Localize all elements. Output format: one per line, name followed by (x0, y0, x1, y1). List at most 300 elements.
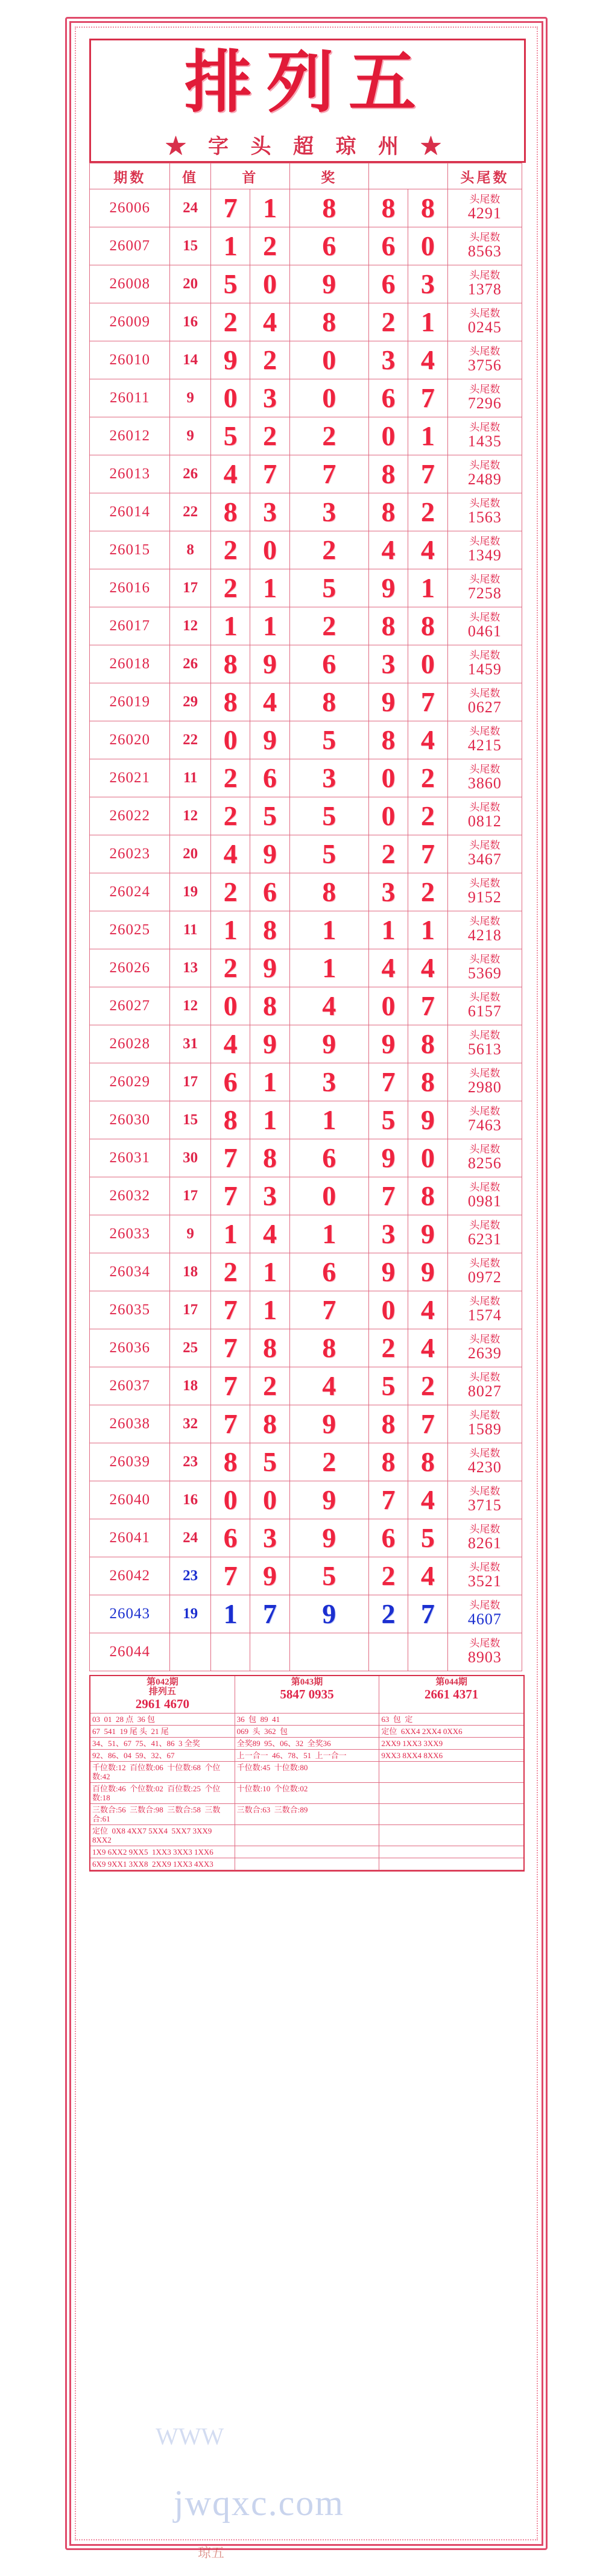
panel-cell-text: 2XX9 1XX3 3XX9 (381, 1739, 443, 1748)
cell-value: 24 (170, 189, 210, 227)
cell-period: 26031 (90, 1139, 170, 1177)
panel-cell-text: 三数合:56 三数合:98 三数合:58 三数合:61 (92, 1805, 221, 1823)
panel-cell (90, 1762, 235, 1782)
tail-label: 头尾数 (469, 764, 501, 776)
cell-period: 26010 (90, 341, 170, 379)
cell-digit: 2 (368, 835, 408, 873)
table-row (90, 1291, 522, 1329)
panel-cell (90, 1714, 235, 1725)
panel-cell (235, 1804, 380, 1824)
cell-digit: 6 (368, 265, 408, 303)
cell-value: 20 (170, 835, 210, 873)
tail-label: 头尾数 (469, 1562, 501, 1574)
cell-digit: 5 (289, 569, 368, 607)
cell-digit: 4 (250, 1215, 289, 1253)
cell-digit: 7 (408, 835, 447, 873)
cell-digit: 4 (368, 949, 408, 987)
cell-digit: 0 (368, 417, 408, 455)
cell-period: 26026 (90, 949, 170, 987)
table-row (90, 1139, 522, 1177)
bottom-panel-head (235, 1676, 380, 1713)
cell-tail (447, 265, 522, 303)
cell-tail (447, 1253, 522, 1291)
panel-cell (235, 1738, 380, 1749)
cell-digit: 7 (210, 1367, 250, 1405)
cell-digit: 8 (210, 1443, 250, 1481)
cell-digit: 5 (289, 797, 368, 835)
panel-cell (379, 1726, 523, 1737)
cell-digit: 2 (210, 303, 250, 341)
header-period: 期数 (90, 163, 170, 189)
header-value: 值 (170, 163, 210, 189)
cell-digit: 1 (250, 1291, 289, 1329)
panel-cell-text: 6X9 9XX1 3XX8 2XX9 1XX3 4XX3 (92, 1859, 213, 1869)
panel-cell (235, 1825, 380, 1846)
title-box (89, 39, 526, 163)
tail-label: 头尾数 (469, 688, 501, 700)
cell-tail (447, 683, 522, 721)
table-row (90, 1481, 522, 1519)
cell-period: 26035 (90, 1291, 170, 1329)
cell-period: 26020 (90, 721, 170, 759)
panel-cell-text: 百位数:46 个位数:02 百位数:25 个位数:18 (92, 1784, 221, 1802)
cell-digit: 0 (289, 1177, 368, 1215)
cell-tail (447, 1139, 522, 1177)
table-row (90, 1519, 522, 1557)
cell-digit: 5 (289, 721, 368, 759)
cell-period: 26018 (90, 645, 170, 683)
cell-digit: 0 (210, 1481, 250, 1519)
cell-digit: 3 (408, 265, 447, 303)
cell-digit: 4 (210, 455, 250, 493)
cell-digit: 9 (368, 683, 408, 721)
cell-digit: 6 (250, 873, 289, 911)
cell-period: 26025 (90, 911, 170, 949)
cell-digit: 3 (368, 645, 408, 683)
cell-value: 24 (170, 1519, 210, 1557)
panel-cell (90, 1726, 235, 1737)
tail-number: 5369 (467, 964, 502, 983)
cell-digit: 7 (210, 1139, 250, 1177)
panel-cell (90, 1783, 235, 1803)
cell-digit: 8 (368, 493, 408, 531)
cell-digit: 9 (368, 569, 408, 607)
cell-value: 15 (170, 227, 210, 265)
panel-cell-text: 03 01 28 点 36 包 (92, 1715, 156, 1724)
panel-cell-text: 34、51、67 75、41、86 3 全奖 (92, 1739, 200, 1748)
cell-digit: 7 (210, 189, 250, 227)
cell-digit: 4 (408, 531, 447, 569)
tail-number: 1459 (467, 660, 502, 679)
cell-digit: 0 (368, 759, 408, 797)
cell-digit: 5 (210, 265, 250, 303)
cell-digit: 8 (368, 721, 408, 759)
cell-digit (210, 1633, 250, 1671)
tail-number: 4215 (467, 736, 502, 755)
cell-digit: 8 (368, 607, 408, 645)
cell-digit: 0 (368, 797, 408, 835)
cell-digit: 7 (289, 455, 368, 493)
panel-cell (90, 1858, 235, 1870)
tail-number: 3715 (467, 1496, 502, 1514)
panel-cell (379, 1858, 523, 1870)
cell-digit: 4 (408, 1557, 447, 1595)
table-row (90, 1215, 522, 1253)
cell-digit: 8 (289, 189, 368, 227)
cell-digit: 7 (368, 1481, 408, 1519)
table-row (90, 569, 522, 607)
cell-digit: 8 (210, 683, 250, 721)
tail-number: 8903 (467, 1648, 502, 1666)
tail-number: 0627 (467, 698, 502, 717)
panel-cell (379, 1750, 523, 1761)
decorative-border (65, 17, 548, 2560)
table-row (90, 455, 522, 493)
sheet-inner (83, 34, 529, 2560)
panel-cell-text: 1X9 6XX2 9XX5 1XX3 3XX3 1XX6 (92, 1847, 213, 1856)
cell-period: 26019 (90, 683, 170, 721)
cell-digit: 6 (289, 645, 368, 683)
tail-number: 1574 (467, 1306, 502, 1324)
cell-value: 12 (170, 607, 210, 645)
tail-label: 头尾数 (469, 1600, 501, 1612)
cell-digit (368, 1633, 408, 1671)
cell-tail (447, 1405, 522, 1443)
cell-value: 17 (170, 1063, 210, 1101)
cell-tail (447, 607, 522, 645)
cell-digit: 5 (250, 1443, 289, 1481)
cell-digit: 2 (250, 417, 289, 455)
cell-digit: 8 (408, 1025, 447, 1063)
tail-label: 头尾数 (469, 1638, 501, 1650)
cell-tail (447, 1329, 522, 1367)
cell-value: 19 (170, 873, 210, 911)
bottom-data-row (90, 1726, 523, 1738)
cell-value: 17 (170, 1291, 210, 1329)
cell-digit: 2 (210, 797, 250, 835)
tail-number: 4291 (467, 204, 502, 223)
cell-digit: 4 (210, 1025, 250, 1063)
cell-digit: 9 (289, 1025, 368, 1063)
cell-digit: 2 (289, 531, 368, 569)
cell-digit: 5 (289, 1557, 368, 1595)
cell-period: 26033 (90, 1215, 170, 1253)
panel-period: 第043期 (291, 1677, 323, 1687)
cell-value: 9 (170, 379, 210, 417)
cell-value: 22 (170, 493, 210, 531)
panel-cell (90, 1738, 235, 1749)
cell-digit: 7 (368, 1063, 408, 1101)
cell-digit: 2 (368, 1595, 408, 1633)
tail-number: 4230 (467, 1458, 502, 1476)
cell-digit: 3 (289, 759, 368, 797)
cell-digit: 4 (250, 303, 289, 341)
cell-digit: 5 (210, 417, 250, 455)
cell-digit: 8 (408, 189, 447, 227)
tail-number: 7296 (467, 394, 502, 413)
panel-cell (235, 1726, 380, 1737)
cell-digit: 9 (289, 1405, 368, 1443)
table-row (90, 1329, 522, 1367)
cell-value: 18 (170, 1367, 210, 1405)
table-row (90, 759, 522, 797)
tail-label: 头尾数 (469, 422, 501, 434)
cell-digit: 0 (210, 987, 250, 1025)
cell-period: 26006 (90, 189, 170, 227)
cell-value (170, 1633, 210, 1671)
tail-number: 1563 (467, 508, 502, 527)
cell-period: 26017 (90, 607, 170, 645)
cell-digit: 9 (250, 721, 289, 759)
tail-label: 头尾数 (469, 574, 501, 586)
panel-cell-text: 63 包 定 (381, 1715, 413, 1724)
cell-period: 26043 (90, 1595, 170, 1633)
cell-digit: 9 (289, 1519, 368, 1557)
cell-digit: 8 (408, 1443, 447, 1481)
cell-digit: 9 (250, 1557, 289, 1595)
cell-digit: 7 (210, 1291, 250, 1329)
tail-label: 头尾数 (469, 1296, 501, 1308)
cell-digit: 9 (368, 1253, 408, 1291)
bottom-data-row (90, 1804, 523, 1825)
cell-tail (447, 189, 522, 227)
watermark-site: jwqxc.com (174, 2483, 344, 2523)
panel-cell (90, 1846, 235, 1858)
cell-period: 26012 (90, 417, 170, 455)
cell-period: 26023 (90, 835, 170, 873)
cell-tail (447, 1557, 522, 1595)
cell-digit: 7 (210, 1405, 250, 1443)
table-row (90, 645, 522, 683)
tail-label: 头尾数 (469, 1410, 501, 1422)
panel-cell (379, 1804, 523, 1824)
cell-digit: 9 (289, 1481, 368, 1519)
cell-digit: 9 (289, 265, 368, 303)
table-row (90, 531, 522, 569)
tail-number: 1589 (467, 1420, 502, 1438)
cell-digit: 3 (289, 493, 368, 531)
cell-digit: 2 (368, 303, 408, 341)
cell-value: 15 (170, 1101, 210, 1139)
panel-cell (379, 1738, 523, 1749)
cell-digit: 1 (408, 911, 447, 949)
tail-number: 8261 (467, 1534, 502, 1552)
cell-digit: 2 (408, 759, 447, 797)
cell-digit: 3 (250, 1519, 289, 1557)
cell-digit: 2 (289, 417, 368, 455)
cell-digit: 0 (368, 1291, 408, 1329)
bottom-data-row (90, 1783, 523, 1804)
cell-digit: 3 (368, 873, 408, 911)
cell-digit: 1 (408, 417, 447, 455)
cell-digit: 1 (250, 607, 289, 645)
cell-tail (447, 987, 522, 1025)
cell-tail (447, 911, 522, 949)
cell-tail (447, 303, 522, 341)
cell-digit: 1 (210, 227, 250, 265)
cell-value: 30 (170, 1139, 210, 1177)
tail-label: 头尾数 (469, 1258, 501, 1270)
table-row (90, 1025, 522, 1063)
bottom-panel-head (90, 1676, 235, 1713)
table-row (90, 379, 522, 417)
cell-digit: 5 (408, 1519, 447, 1557)
cell-period: 26039 (90, 1443, 170, 1481)
tail-number: 2489 (467, 470, 502, 489)
tail-label: 头尾数 (469, 1030, 501, 1042)
tail-number: 3756 (467, 356, 502, 375)
tail-label: 头尾数 (469, 840, 501, 852)
cell-digit: 4 (368, 531, 408, 569)
tail-label: 头尾数 (469, 650, 501, 662)
cell-digit: 8 (289, 683, 368, 721)
tail-number: 1378 (467, 280, 502, 299)
table-row (90, 1253, 522, 1291)
panel-cell-text: 定位 6XX4 2XX4 0XX6 (381, 1727, 463, 1736)
watermark-www: WWW (156, 2423, 224, 2450)
cell-digit: 0 (250, 531, 289, 569)
panel-cell (379, 1714, 523, 1725)
page-title: 排列五 (185, 46, 431, 121)
cell-digit: 1 (408, 303, 447, 341)
cell-value: 17 (170, 569, 210, 607)
cell-period: 26032 (90, 1177, 170, 1215)
bottom-data-row (90, 1846, 523, 1858)
cell-digit: 2 (250, 1367, 289, 1405)
tail-number: 0812 (467, 812, 502, 831)
cell-value: 17 (170, 1177, 210, 1215)
tail-label: 头尾数 (469, 270, 501, 282)
cell-tail (447, 1443, 522, 1481)
cell-tail (447, 1481, 522, 1519)
tail-number: 0245 (467, 318, 502, 337)
table-row (90, 683, 522, 721)
cell-digit: 0 (408, 1139, 447, 1177)
cell-value: 16 (170, 1481, 210, 1519)
cell-digit: 3 (368, 341, 408, 379)
cell-digit: 2 (408, 1367, 447, 1405)
cell-digit: 7 (408, 1595, 447, 1633)
header-prize: 奖 (289, 163, 368, 189)
cell-tail (447, 1595, 522, 1633)
cell-tail (447, 1633, 522, 1671)
panel-numbers: 5847 0935 (280, 1687, 334, 1701)
cell-digit: 6 (289, 1139, 368, 1177)
cell-value: 14 (170, 341, 210, 379)
cell-digit: 1 (289, 911, 368, 949)
cell-value: 12 (170, 797, 210, 835)
cell-digit: 8 (210, 1101, 250, 1139)
tail-label: 头尾数 (469, 460, 501, 472)
tail-label: 头尾数 (469, 232, 501, 244)
cell-digit (250, 1633, 289, 1671)
cell-digit: 9 (289, 1595, 368, 1633)
cell-digit: 1 (250, 1101, 289, 1139)
cell-digit: 8 (250, 987, 289, 1025)
cell-digit: 2 (210, 873, 250, 911)
tail-number: 0972 (467, 1268, 502, 1286)
cell-digit: 7 (408, 987, 447, 1025)
cell-digit: 4 (289, 987, 368, 1025)
page-subtitle: ★ 字 头 超 琼 州 ★ (165, 136, 450, 158)
cell-digit: 8 (368, 1405, 408, 1443)
cell-tail (447, 645, 522, 683)
cell-digit: 4 (408, 1481, 447, 1519)
header-spacer (368, 163, 447, 189)
table-row (90, 873, 522, 911)
cell-tail (447, 417, 522, 455)
tail-label: 头尾数 (469, 346, 501, 358)
panel-cell-text: 三数合:63 三数合:89 (236, 1805, 308, 1814)
cell-digit: 6 (210, 1063, 250, 1101)
cell-digit: 9 (210, 341, 250, 379)
table-row (90, 265, 522, 303)
tail-label: 头尾数 (469, 954, 501, 966)
tail-label: 头尾数 (469, 194, 501, 206)
cell-digit: 8 (210, 493, 250, 531)
cell-period: 26022 (90, 797, 170, 835)
tail-number: 8256 (467, 1154, 502, 1172)
table-row (90, 1367, 522, 1405)
cell-period: 26021 (90, 759, 170, 797)
cell-tail (447, 379, 522, 417)
panel-cell (379, 1846, 523, 1858)
bottom-panel-head (379, 1676, 523, 1713)
cell-digit: 2 (210, 1253, 250, 1291)
cell-digit: 1 (289, 1101, 368, 1139)
cell-digit: 8 (289, 873, 368, 911)
cell-tail (447, 797, 522, 835)
cell-period: 26008 (90, 265, 170, 303)
cell-digit: 1 (289, 949, 368, 987)
cell-digit: 2 (210, 949, 250, 987)
cell-digit: 2 (289, 607, 368, 645)
cell-digit: 5 (250, 797, 289, 835)
cell-digit: 8 (408, 1063, 447, 1101)
table-row (90, 911, 522, 949)
tail-number: 1435 (467, 432, 502, 451)
tail-number: 9152 (467, 888, 502, 907)
cell-digit: 4 (408, 721, 447, 759)
cell-period: 26040 (90, 1481, 170, 1519)
tail-label: 头尾数 (469, 1486, 501, 1498)
panel-period: 第042期 排列五 (147, 1677, 178, 1697)
table-row (90, 227, 522, 265)
cell-digit: 9 (250, 1025, 289, 1063)
cell-period: 26036 (90, 1329, 170, 1367)
cell-digit: 1 (210, 1595, 250, 1633)
tail-number: 4218 (467, 926, 502, 945)
cell-period: 26015 (90, 531, 170, 569)
tail-number: 1349 (467, 546, 502, 565)
tail-label: 头尾数 (469, 1106, 501, 1118)
panel-cell-text: 定位 0X8 4XX7 5XX4 5XX7 3XX9 8XX2 (92, 1826, 212, 1844)
panel-cell (90, 1804, 235, 1824)
tail-number: 6157 (467, 1002, 502, 1021)
header-tail: 头尾数 (447, 163, 522, 189)
cell-value: 23 (170, 1557, 210, 1595)
panel-cell (235, 1762, 380, 1782)
cell-digit: 0 (289, 341, 368, 379)
cell-digit: 1 (250, 1253, 289, 1291)
table-row (90, 721, 522, 759)
cell-digit: 0 (210, 379, 250, 417)
cell-period: 26037 (90, 1367, 170, 1405)
table-row (90, 1101, 522, 1139)
cell-digit: 8 (250, 1329, 289, 1367)
cell-value: 16 (170, 303, 210, 341)
cell-digit: 1 (250, 1063, 289, 1101)
